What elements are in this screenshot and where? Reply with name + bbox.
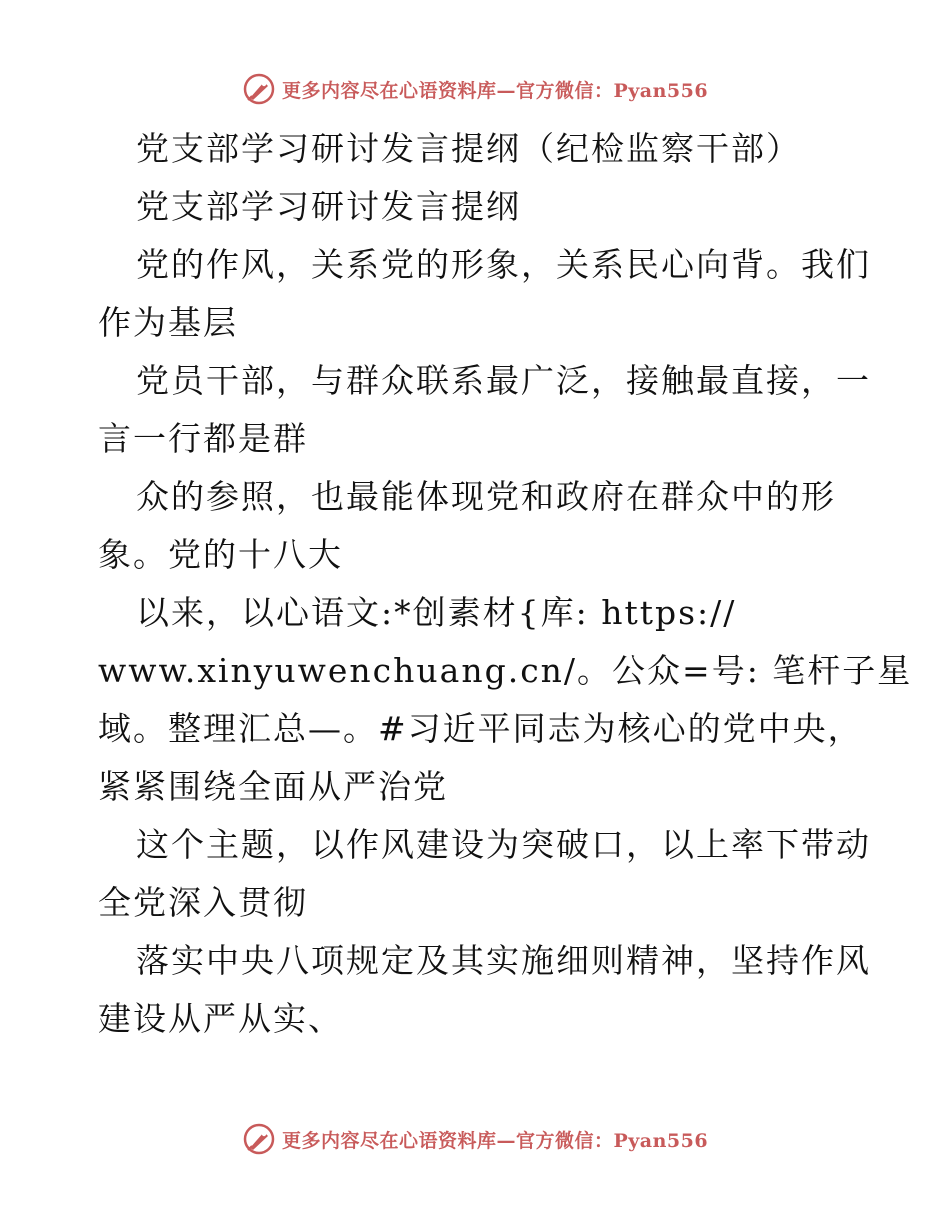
doc-line: 这个主题，以作风建设为突破口，以上率下带动: [136, 825, 871, 864]
doc-line: 党员干部，与群众联系最广泛，接触最直接，一: [136, 361, 871, 400]
doc-line: 党的作风，关系党的形象，关系民心向背。我们: [136, 245, 871, 284]
doc-line: 党支部学习研讨发言提纲: [136, 187, 521, 226]
header-watermark-text: 更多内容尽在心语资料库—官方微信：Pyan556: [281, 79, 709, 102]
doc-line: 全党深入贯彻: [98, 883, 308, 922]
doc-line: 落实中央八项规定及其实施细则精神，坚持作风: [136, 941, 871, 980]
doc-line: 言一行都是群: [98, 419, 308, 458]
doc-line: 域。整理汇总—。#习近平同志为核心的党中央，: [98, 709, 863, 748]
footer-watermark-banner: [0, 1122, 950, 1156]
doc-line: 作为基层: [98, 303, 238, 342]
doc-line: 象。党的十八大: [98, 535, 343, 574]
pen-nib-logo-icon: [242, 72, 276, 106]
header-watermark-banner: [0, 72, 950, 106]
doc-line: 紧紧围绕全面从严治党: [98, 767, 448, 806]
pen-nib-logo-icon: [242, 1122, 276, 1156]
doc-line: 众的参照，也最能体现党和政府在群众中的形: [136, 477, 836, 516]
doc-line: 以来，以心语文:*创素材{库: https://: [136, 593, 737, 632]
doc-line: 党支部学习研讨发言提纲（纪检监察干部）: [136, 129, 801, 168]
footer-watermark-text: 更多内容尽在心语资料库—官方微信：Pyan556: [281, 1129, 709, 1152]
doc-line: 建设从严从实、: [98, 999, 343, 1038]
document-body: [98, 120, 913, 1048]
doc-line: www.xinyuwenchuang.cn/。公众=号: 笔杆子星: [98, 651, 913, 690]
